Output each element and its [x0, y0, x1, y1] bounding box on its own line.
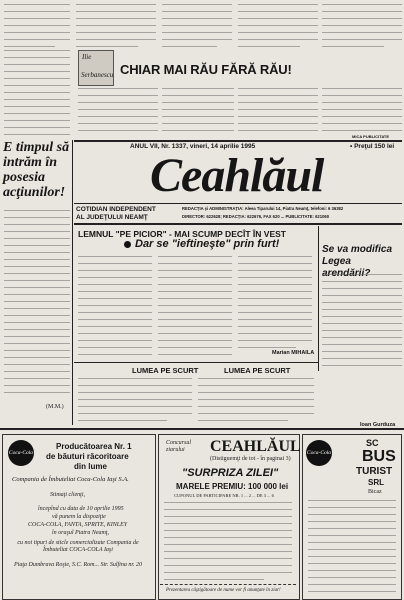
- top-column-2: [76, 2, 156, 48]
- coupon-text: Prezentarea câştigătoare de nume vor fi anunţate în ziar!: [166, 588, 281, 593]
- masthead-subtitle-2: AL JUDEŢULUI NEAMŢ: [76, 214, 148, 221]
- author-name: Serbanescu: [81, 71, 114, 79]
- masthead-editorial-1: REDACŢIA şi ADMINISTRAŢIA: Aleea Tiparului 14, Piatra Neamţ, telefoni: 6 36382: [182, 206, 344, 211]
- bus-turist-text: [308, 498, 396, 594]
- lead-author: Marian MIHAILA: [272, 350, 315, 356]
- surprise-title: "SURPRIZA ZILEI": [182, 467, 279, 479]
- masthead-title: Ceahlăul: [150, 149, 324, 202]
- bicaz-label: Bicaz: [368, 489, 382, 495]
- mica-publicitate: MICA PUBLICITATE: [352, 134, 390, 139]
- ads-rule-top: [0, 428, 404, 430]
- right-article-author: Ioan Gurduza: [360, 422, 396, 428]
- top-article-text-b: [162, 86, 234, 136]
- bus-label: BUS: [362, 448, 396, 465]
- coca-cola-logo-left: Coca-Cola: [8, 440, 34, 466]
- issue-line: ANUL VII, Nr. 1337, vineri, 14 aprilie 1995: [130, 143, 256, 150]
- sidebar-text: [4, 208, 70, 398]
- sidebar-headline: E timpul să intrăm în posesia acţiunilor!: [3, 140, 70, 200]
- top-article-title: CHIAR MAI RĂU FĂRĂ RĂU!: [120, 62, 292, 77]
- left-column-text: [4, 48, 70, 138]
- lead-text-col-1: [78, 254, 152, 356]
- bus-sc: SC: [366, 438, 379, 448]
- masthead-rule-mid: [74, 203, 402, 204]
- lead-text-col-2: [158, 254, 232, 356]
- masthead-rule-top: [74, 140, 402, 142]
- top-article-text-c: [238, 86, 318, 136]
- top-article-text-d: [322, 86, 402, 136]
- masthead-rule-bottom: [74, 223, 402, 225]
- right-article-text: [322, 272, 402, 372]
- prize: MARELE PREMIU: 100 000 lei: [176, 482, 289, 491]
- news-title-right: LUMEA PE SCURT: [224, 366, 291, 375]
- contest-label: Concursul ziarului: [166, 440, 192, 453]
- ad-left-text-4: cu noi tipuri de sticle comercializate Compania de Îmbuteliat COCA-COLA Iaşi: [17, 540, 139, 553]
- coca-cola-logo-right: Coca-Cola: [306, 440, 332, 466]
- top-author-photo: [78, 50, 114, 86]
- lead-headline-1: LEMNUL "PE PICIOR" - MAI SCUMP DECÎT ÎN VEST: [78, 229, 286, 239]
- contest-note: (Distiguemţi de tot - în paginai 3): [210, 456, 291, 462]
- lead-text-col-3: [238, 254, 312, 348]
- top-column-5: [322, 2, 402, 48]
- price: • Preţul 150 lei: [350, 143, 395, 150]
- news-rule-top: [74, 362, 318, 363]
- ad-left-text-5: Piaţa Dumbrava Roşie, S.C. Rom... Str. Sulfina nr. 20: [13, 562, 142, 568]
- ad-left-greeting: Stimaţi clienţi,: [50, 492, 85, 498]
- sidebar-divider: [72, 140, 73, 425]
- lead-headline-2: Dar se "ieftineşte" prin furt!: [135, 238, 280, 250]
- turist-label: TURIST: [356, 466, 393, 477]
- news-title-left: LUMEA PE SCURT: [132, 366, 199, 375]
- sidebar-signature: (M.M.): [46, 404, 64, 410]
- top-column-1: [4, 2, 70, 48]
- right-article-headline: Se va modifica Legea arendării?: [322, 244, 393, 279]
- news-text-right: [198, 376, 314, 422]
- ad-left-title-1: Producătoarea Nr. 1: [56, 442, 132, 451]
- top-column-3: [162, 2, 232, 48]
- masthead-editorial-2: DIRECTOR: 622628; REDACŢIA: 622676, FAX 620 ... PUBLICITATE: 621060: [182, 214, 330, 219]
- ad-left-text-1: începînd cu data de 10 aprilie 1995: [38, 506, 124, 512]
- top-article-text-a: [78, 86, 158, 136]
- ad-left-title-3: din lume: [74, 462, 107, 471]
- ad-left-products: COCA-COLA, FANTA, SPRITE, KINLEY: [28, 522, 128, 528]
- contest-text: [164, 500, 292, 580]
- ad-left-company: Compania de Îmbuteliat Coca-Cola Iaşi S.A.: [12, 476, 129, 483]
- prize-detail: CUPONUL DE PARTICIPARE NR. 1 ... 2 ... DE 3 ... 6: [174, 493, 274, 498]
- contest-title: CEAHLĂUL: [210, 438, 301, 455]
- top-column-4: [238, 2, 318, 48]
- ad-left-text-2: vă punem la dispoziţie: [52, 514, 106, 520]
- ad-left-text-3: în oraşul Piatra Neamţ,: [52, 530, 110, 536]
- srl-label: SRL: [368, 478, 384, 487]
- news-text-left: [78, 376, 192, 422]
- right-article-divider: [318, 226, 319, 371]
- masthead-subtitle-1: COTIDIAN INDEPENDENT: [76, 206, 156, 213]
- lead-bullet-icon: [124, 241, 131, 248]
- ad-left-title-2: de băuturi răcoritoare: [46, 452, 129, 461]
- author-script: Ilie: [82, 53, 92, 61]
